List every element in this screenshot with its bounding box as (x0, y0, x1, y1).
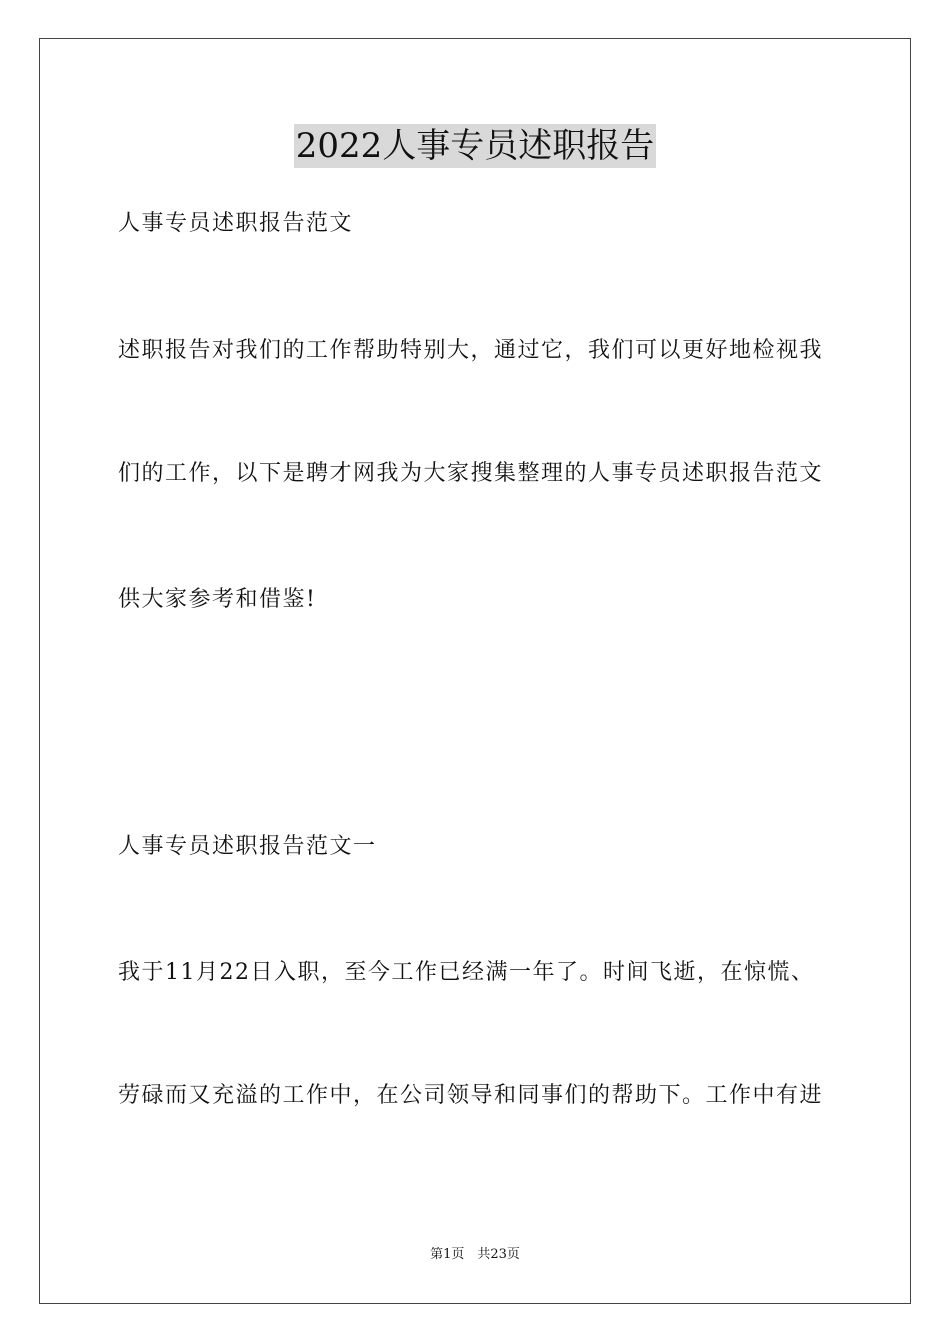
page-footer: 第1页 共23页 (430, 1247, 520, 1262)
subtitle-line: 人事专员述职报告范文 (118, 211, 354, 236)
document-title: 2022人事专员述职报告 (295, 126, 655, 166)
section-heading: 人事专员述职报告范文一 (118, 834, 377, 859)
title-container (0, 124, 950, 168)
paragraph-line: 述职报告对我们的工作帮助特别大，通过它，我们可以更好地检视我 (118, 338, 824, 363)
paragraph-line: 我于11月22日入职，至今工作已经满一年了。时间飞逝，在惊慌、 (118, 960, 815, 985)
paragraph-line: 们的工作，以下是聘才网我为大家搜集整理的人事专员述职报告范文 (118, 461, 824, 486)
paragraph-line: 供大家参考和借鉴! (118, 587, 317, 612)
paragraph-line: 劳碌而又充溢的工作中，在公司领导和同事们的帮助下。工作中有进 (118, 1083, 824, 1108)
